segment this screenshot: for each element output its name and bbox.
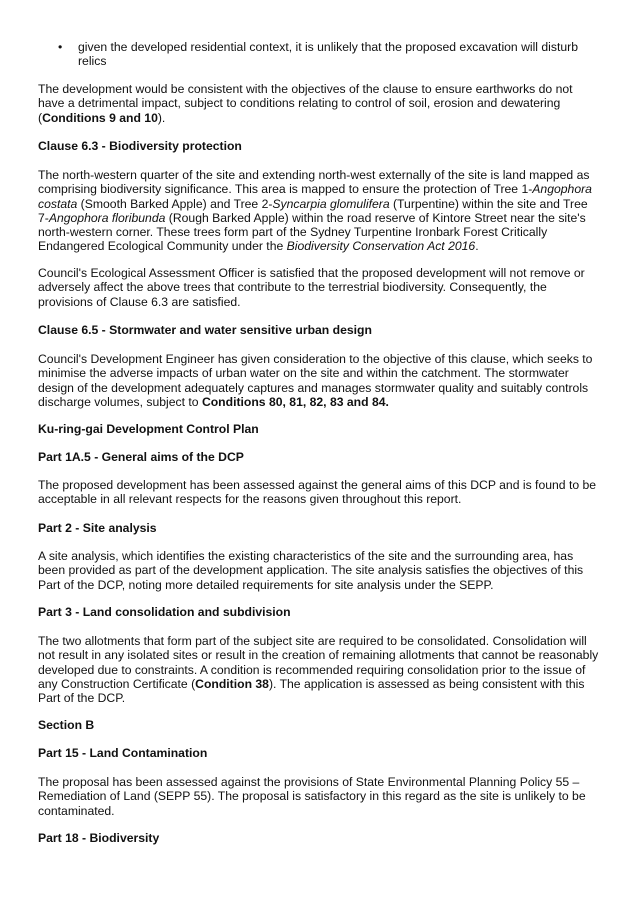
clause-6-3-heading: Clause 6.3 - Biodiversity protection xyxy=(38,139,242,153)
part-18-heading: Part 18 - Biodiversity xyxy=(38,831,160,845)
part-3-paragraph: The two allotments that form part of the subject site are required to be consolidated. Consolidation will not result in any isolated sites or result in the creation of remaining allotments that cannot be reasonably developed due to constraints. A condition is recommended requiring consolidation prior to the issue of any Construction Certificate (Condition 38). The application is assessed as being consistent with this Part of the DCP. xyxy=(38,634,599,706)
bullet-dot: • xyxy=(58,40,63,54)
conditions-reference: Condition 38 xyxy=(195,676,269,691)
part-3-heading: Part 3 - Land consolidation and subdivision xyxy=(38,605,291,619)
earthworks-paragraph: The development would be consistent with the objectives of the clause to ensure earthworks do not have a detrimental impact, subject to conditions relating to control of soil, erosion and dewatering (Conditions 9 and 10). xyxy=(38,82,573,125)
clause-6-5-heading: Clause 6.5 - Stormwater and water sensitive urban design xyxy=(38,323,372,337)
section-b-heading: Section B xyxy=(38,718,95,732)
part-15-heading: Part 15 - Land Contamination xyxy=(38,746,208,760)
part-1a5-heading: Part 1A.5 - General aims of the DCP xyxy=(38,450,244,464)
clause-6-3-paragraph-2: Council's Ecological Assessment Officer is satisfied that the proposed development will not remove or adversely affect the above trees that contribute to the terrestrial biodiversity. Consequently, the provisions of Clause 6.3 are satisfied. xyxy=(38,266,585,309)
part-2-paragraph: A site analysis, which identifies the existing characteristics of the site and the surrounding area, has been provided as part of the development application. The site analysis satisfies the objectives of this Part of the DCP, noting more detailed requirements for site analysis under the SEPP. xyxy=(38,549,584,592)
conditions-reference: Conditions 9 and 10 xyxy=(42,110,158,125)
bullet-text: given the developed residential context, it is unlikely that the proposed excavation will disturb relics xyxy=(78,40,578,69)
part-1a5-paragraph: The proposed development has been assessed against the general aims of this DCP and is found to be acceptable in all relevant respects for the reasons given throughout this report. xyxy=(38,478,597,507)
clause-6-3-paragraph-1: The north-western quarter of the site and extending north-west externally of the site is land mapped as comprising biodiversity significance. This area is mapped to ensure the protection of Tree 1-Angophora costata (Smooth Barked Apple) and Tree 2-Syncarpia glomulifera (Turpentine) within the site and Tree 7-Angophora floribunda (Rough Barked Apple) within the road reserve of Kintore Street near the site's north-western corner. These trees form part of the Sydney Turpentine Ironbark Forest Critically Endangered Ecological Community under the Biodiversity Conservation Act 2016. xyxy=(38,168,592,254)
part-2-heading: Part 2 - Site analysis xyxy=(38,521,157,535)
clause-6-5-paragraph: Council's Development Engineer has given consideration to the objective of this clause, which seeks to minimise the adverse impacts of urban water on the site and within the catchment. The stormwater design of the development adequately captures and manages stormwater quality and suitably controls discharge volumes, subject to Conditions 80, 81, 82, 83 and 84. xyxy=(38,352,593,409)
part-15-paragraph: The proposal has been assessed against the provisions of State Environmental Planning Policy 55 – Remediation of Land (SEPP 55). The proposal is satisfactory in this regard as the site is unlikely to be contaminated. xyxy=(38,775,586,818)
dcp-heading: Ku-ring-gai Development Control Plan xyxy=(38,422,259,436)
conditions-reference: Conditions 80, 81, 82, 83 and 84. xyxy=(201,394,389,409)
